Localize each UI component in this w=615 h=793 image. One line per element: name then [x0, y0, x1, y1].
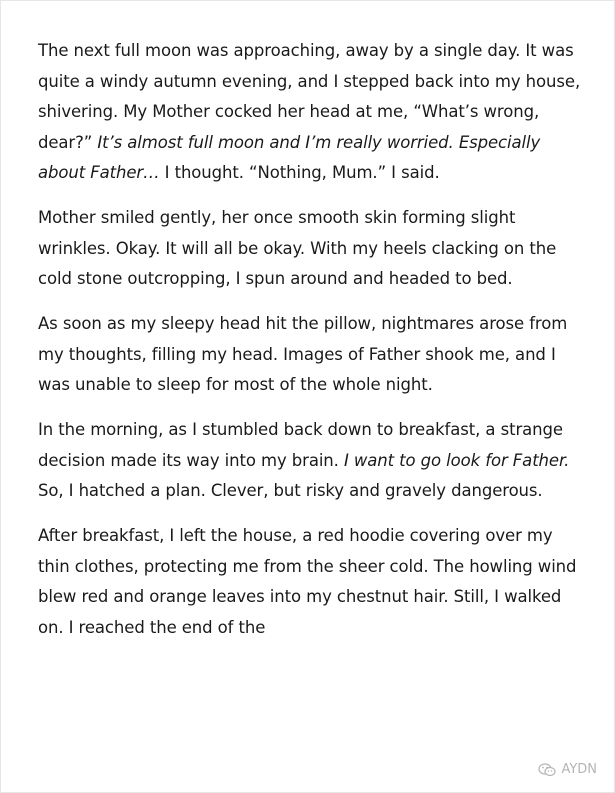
wechat-icon — [538, 763, 556, 777]
paragraph-2: Mother smiled gently, her once smooth skin forming slight wrinkles. Okay. It will all be okay. With my heels clacking on the cold stone outcropping, I spun around and headed to bed. — [38, 208, 557, 288]
paragraph-1-text-a: The next full moon was approaching, away by a single day. It was quite a windy autumn evening, and I stepped back into my house, shivering. My Mother cocked her head at me, “What’s wrong, dear?” — [38, 41, 581, 152]
story-text — [38, 36, 583, 658]
paragraph-1 — [38, 36, 583, 189]
paragraph-3: As soon as my sleepy head hit the pillow, nightmares arose from my thoughts, filling my head. Images of Father shook me, and I was unable to sleep for most of the whole night. — [38, 314, 568, 394]
paragraph-1-italic: It’s almost full moon and I’m really worried. Especially about Father… — [38, 132, 541, 182]
paragraph-4-text-a: In the morning, as I stumbled back down to breakfast, a strange decision made its way into my brain. — [38, 420, 563, 470]
paragraph-4 — [38, 415, 583, 507]
watermark — [538, 762, 597, 777]
paragraph-1-text-c: I thought. “Nothing, Mum.” I said. — [159, 163, 440, 182]
paragraph-4-text-c: So, I hatched a plan. Clever, but risky and gravely dangerous. — [38, 481, 543, 500]
paragraph-5: After breakfast, I left the house, a red hoodie covering over my thin clothes, protecting me from the sheer cold. The howling wind blew red and orange leaves into my chestnut hair. Still, I walked on. I reached the end of the — [38, 526, 577, 637]
watermark-text: AYDN — [561, 762, 597, 777]
paragraph-4-italic: I want to go look for Father. — [343, 450, 570, 470]
